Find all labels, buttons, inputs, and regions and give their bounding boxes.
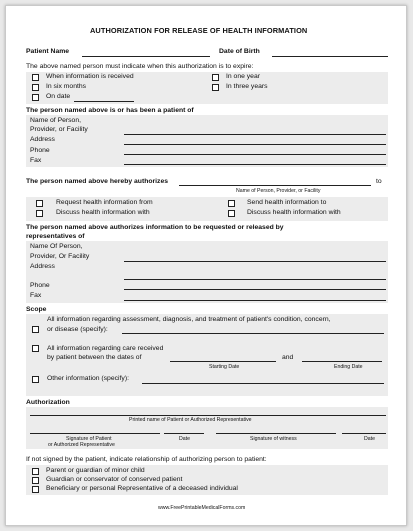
conservator-checkbox[interactable] bbox=[32, 477, 39, 484]
parent-guardian-label: Parent or guardian of minor child bbox=[46, 467, 145, 474]
printed-name-caption: Printed name of Patient or Authorized Representative bbox=[129, 417, 252, 423]
expire-when-received-label: When information is received bbox=[46, 73, 134, 80]
scope-care-dates-line2: by patient between the dates of bbox=[47, 354, 142, 361]
patient-date-field[interactable] bbox=[164, 433, 204, 434]
patient-of-name-field[interactable] bbox=[124, 134, 386, 135]
scope-other-field[interactable] bbox=[142, 383, 384, 384]
scope-care-dates-checkbox[interactable] bbox=[32, 345, 39, 352]
scope-all-info-line1: All information regarding assessment, diagnosis, and treatment of patient's condition, concern, bbox=[47, 316, 331, 323]
patient-signature-caption-2: or Authorized Representative bbox=[48, 442, 115, 448]
expire-heading: The above named person must indicate when this authorization is to expire: bbox=[26, 63, 254, 70]
released-by-address-field[interactable] bbox=[124, 279, 386, 280]
patient-date-caption: Date bbox=[179, 436, 190, 442]
discuss-info-label-right: Discuss health information with bbox=[247, 209, 341, 216]
patient-signature-field[interactable] bbox=[30, 433, 160, 434]
patient-of-heading: The person named above is or has been a patient of bbox=[26, 107, 194, 114]
scope-heading: Scope bbox=[26, 306, 47, 313]
beneficiary-label: Beneficiary or personal Representative of a deceased individual bbox=[46, 485, 238, 492]
witness-signature-caption: Signature of witness bbox=[250, 436, 297, 442]
patient-of-fax-field[interactable] bbox=[124, 164, 386, 165]
scope-care-dates-line1: All information regarding care received bbox=[47, 345, 164, 352]
patient-of-address-label: Address bbox=[30, 136, 55, 143]
expire-one-year-checkbox[interactable] bbox=[212, 74, 219, 81]
patient-name-label: Patient Name bbox=[26, 48, 70, 55]
request-info-checkbox[interactable] bbox=[36, 200, 43, 207]
form-title: AUTHORIZATION FOR RELEASE OF HEALTH INFORMATION bbox=[90, 26, 308, 35]
expire-on-date-checkbox[interactable] bbox=[32, 94, 39, 101]
patient-of-phone-label: Phone bbox=[30, 147, 50, 154]
released-by-fax-label: Fax bbox=[30, 292, 42, 299]
starting-date-caption: Starting Date bbox=[209, 364, 240, 370]
relationship-heading: If not signed by the patient, indicate relationship of authorizing person to patient: bbox=[26, 456, 267, 463]
discuss-info-label-left: Discuss health information with bbox=[56, 209, 150, 216]
witness-signature-field[interactable] bbox=[216, 433, 336, 434]
scope-and: and bbox=[282, 354, 294, 361]
scope-all-info-checkbox[interactable] bbox=[32, 326, 39, 333]
released-by-name-label: Name Of Person, bbox=[30, 243, 83, 250]
expire-three-years-label: In three years bbox=[226, 83, 268, 90]
expire-on-date-label: On date bbox=[46, 93, 71, 100]
expire-six-months-label: In six months bbox=[46, 83, 87, 90]
parent-guardian-checkbox[interactable] bbox=[32, 468, 39, 475]
released-by-phone-field[interactable] bbox=[124, 289, 386, 290]
scope-all-info-line2: or disease (specify): bbox=[47, 326, 108, 333]
patient-signature-caption-1: Signature of Patient bbox=[66, 436, 112, 442]
released-by-heading-2: representatives of bbox=[26, 233, 85, 240]
expire-when-received-checkbox[interactable] bbox=[32, 74, 39, 81]
released-by-name-field[interactable] bbox=[124, 261, 386, 262]
authorizes-heading: The person named above hereby authorizes bbox=[26, 178, 169, 185]
released-by-phone-label: Phone bbox=[30, 282, 50, 289]
expire-one-year-label: In one year bbox=[226, 73, 261, 80]
released-by-fax-field[interactable] bbox=[124, 300, 386, 301]
patient-of-fax-label: Fax bbox=[30, 157, 42, 164]
authorizes-to: to bbox=[376, 178, 382, 185]
printed-name-field[interactable] bbox=[30, 415, 386, 416]
patient-of-address-field[interactable] bbox=[124, 144, 386, 145]
authorizes-name-field[interactable] bbox=[179, 185, 371, 186]
authorization-heading: Authorization bbox=[26, 399, 70, 406]
patient-of-provider-label: Provider, or Facility bbox=[30, 126, 88, 133]
expire-six-months-checkbox[interactable] bbox=[32, 84, 39, 91]
scope-other-label: Other information (specify): bbox=[47, 375, 129, 382]
discuss-info-checkbox-left[interactable] bbox=[36, 210, 43, 217]
witness-date-field[interactable] bbox=[342, 433, 386, 434]
expire-date-field[interactable] bbox=[74, 101, 134, 102]
witness-date-caption: Date bbox=[364, 436, 375, 442]
patient-of-phone-field[interactable] bbox=[124, 154, 386, 155]
released-by-heading-1: The person named above authorizes information to be requested or released by bbox=[26, 224, 284, 231]
conservator-label: Guardian or conservator of conserved patient bbox=[46, 476, 183, 483]
expire-three-years-checkbox[interactable] bbox=[212, 84, 219, 91]
authorizes-caption: Name of Person, Provider, or Facility bbox=[236, 188, 321, 194]
footer-url: www.FreePrintableMedicalForms.com bbox=[158, 505, 246, 511]
beneficiary-checkbox[interactable] bbox=[32, 486, 39, 493]
send-info-label: Send health information to bbox=[247, 199, 327, 206]
ending-date-field[interactable] bbox=[302, 361, 382, 362]
dob-label: Date of Birth bbox=[219, 48, 260, 55]
dob-field[interactable] bbox=[272, 56, 388, 57]
discuss-info-checkbox-right[interactable] bbox=[228, 210, 235, 217]
released-by-address-label: Address bbox=[30, 263, 55, 270]
patient-name-field[interactable] bbox=[82, 56, 210, 57]
starting-date-field[interactable] bbox=[170, 361, 276, 362]
patient-of-name-label: Name of Person, bbox=[30, 117, 81, 124]
request-info-label: Request health information from bbox=[56, 199, 153, 206]
form-page bbox=[5, 5, 407, 526]
scope-all-info-field[interactable] bbox=[122, 333, 384, 334]
send-info-checkbox[interactable] bbox=[228, 200, 235, 207]
ending-date-caption: Ending Date bbox=[334, 364, 363, 370]
scope-other-checkbox[interactable] bbox=[32, 376, 39, 383]
released-by-provider-label: Provider, Or Facility bbox=[30, 253, 90, 260]
